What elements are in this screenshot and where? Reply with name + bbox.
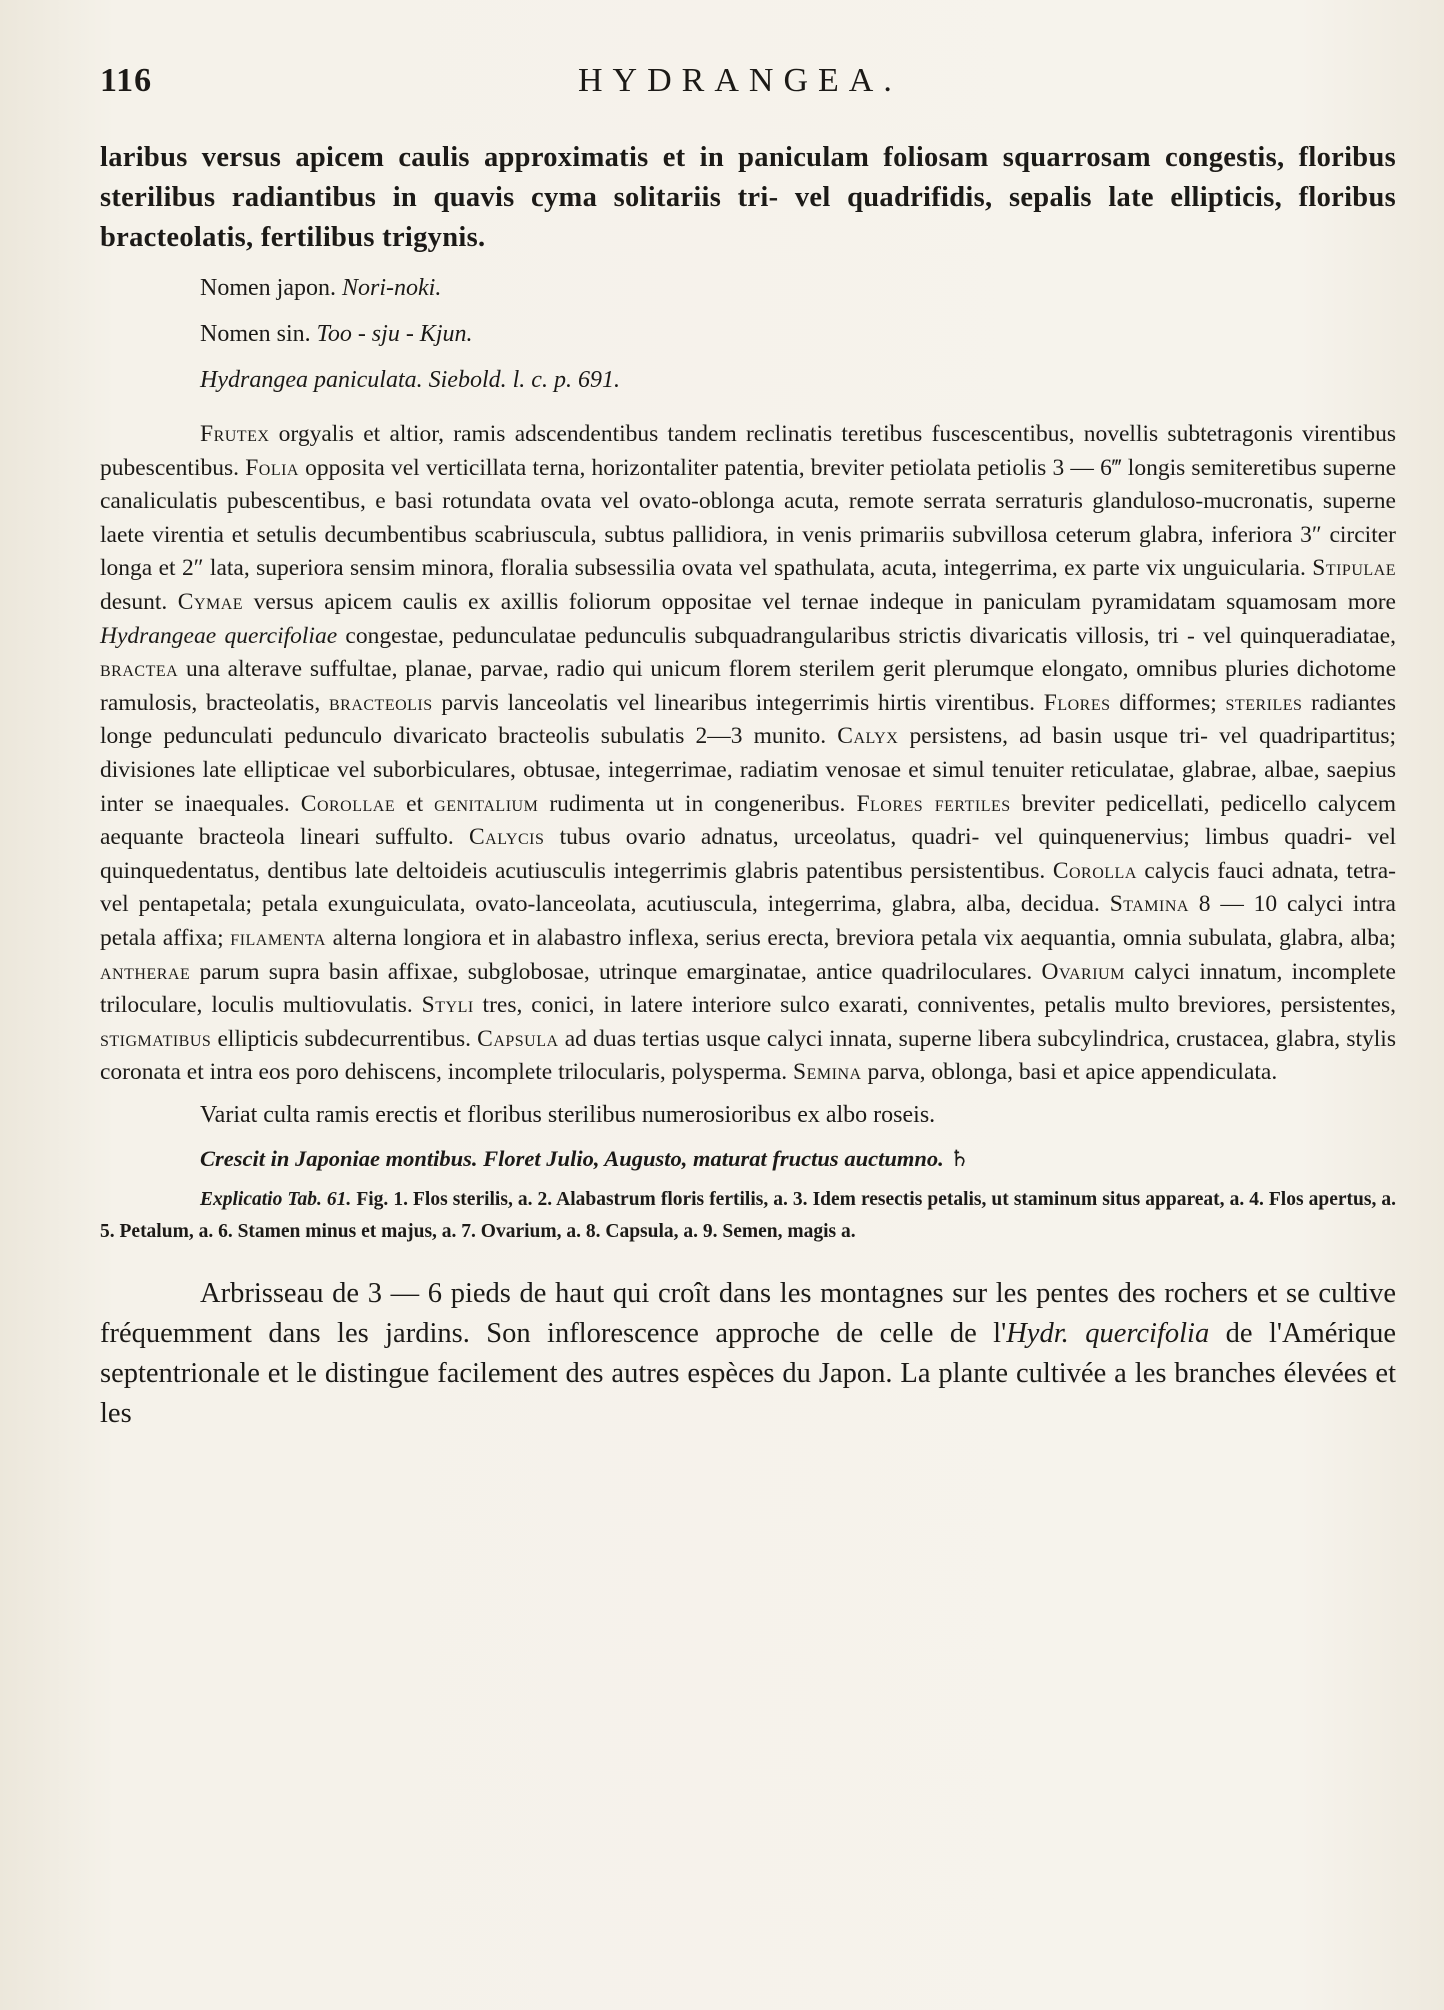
desc-text: parvis lanceolatis vel linearibus integerrimis hirtis virentibus. [432, 689, 1044, 716]
plate-explanation-text: Fig. 1. Flos sterilis, a. 2. Alabastrum floris fertilis, a. 3. Idem resectis petalis, ut staminum situs appareat, a. 4. Flos apertus, a. 5. Petalum, a. 6. Stamen minus et majus, a. 7. Ovarium, a. 8. Capsula, a. 9. Semen, magis a. [100, 1188, 1396, 1242]
term-genitalium: genitalium [434, 790, 539, 817]
synonym-label: Nomen sin. [200, 321, 311, 347]
term-styli: Styli [421, 992, 474, 1019]
desc-text: parum supra basin affixae, subglobosae, utrinque emarginatae, antice quadriloculares. [190, 958, 1042, 985]
synonym-name: Too - sju - Kjun. [316, 321, 473, 347]
plate-explanation-label: Explicatio Tab. 61. [200, 1188, 352, 1210]
plate-explanation [100, 1184, 1396, 1248]
desc-text: orgyalis et altior, ramis adscendentibus tandem reclinatis teretibus fuscescentibus, novellis subtetragonis virentibus pubescentibus. [100, 421, 1396, 481]
desc-text: una alterave suffultae, planae, parvae, radio qui unicum florem sterilem gerit plerumque elongato, omnibus pluries dichotome ramulosis, bracteolatis, [100, 656, 1396, 716]
french-taxon-italic: Hydr. quercifolia [1006, 1317, 1210, 1349]
term-stipulae: Stipulae [1312, 555, 1396, 582]
running-title: HYDRANGEA. [578, 62, 902, 99]
taxon-italic: Hydrangeae quercifoliae [100, 622, 338, 649]
desc-text: radiantes longe pedunculati pedunculo divaricato bracteolis subulatis 2—3 munito. [100, 689, 1396, 750]
term-corolla: Corolla [1052, 857, 1137, 884]
variat-paragraph: Variat culta ramis erectis et floribus sterilibus numerosioribus ex albo roseis. [200, 1101, 936, 1128]
desc-text: tubus ovario adnatus, urceolatus, quadri- vel quinquenervius; limbus quadri- vel quinquedentatus, dentibus late deltoideis acutiusculis integerrimis glabris patentibus persistentibus. [100, 824, 1396, 884]
desc-text: rudimenta ut in congeneribus. [538, 790, 857, 817]
crescit-paragraph [100, 1142, 1396, 1176]
desc-text: opposita vel verticillata terna, horizontaliter patentia, breviter petiolata petiolis 3 — 6‴ longis semiteretibus superne canaliculatis pubescentibus, e basi rotundata ovata vel ovato-oblonga acuta, remote serrata serraturis glanduloso-mucronatis, superne laete virentia et setulis decumbentibus scabriuscula, subtus pallidiora, in venis primariis subvillosa ceterum glabra, inferiora 3″ circiter longa et 2″ lata, superiora sensim minora, floralia subsessilia ovata vel spathulata, acuta, integerrima, ex parte vix unguicularia. [100, 454, 1397, 582]
french-text: de l'Amérique septentrionale et le distingue facilement des autres espèces du Japon. La plante cultivée a les branches élevées et les [100, 1317, 1396, 1429]
term-steriles: steriles [1225, 689, 1303, 716]
term-stigmatibus: stigmatibus [100, 1025, 212, 1052]
term-bractea: bractea [100, 656, 179, 683]
desc-text: et [395, 790, 435, 817]
term-antherae: antherae [100, 958, 191, 985]
term-flores: Flores [1043, 689, 1111, 716]
term-capsula: Capsula [477, 1025, 559, 1052]
desc-text: ad duas tertias usque calyci innata, superne libera subcylindrica, crustacea, glabra, stylis coronata et intra eos poro dehiscens, incomplete trilocularis, polysperma. [100, 1025, 1396, 1086]
desc-text: 8 — 10 calyci intra petala affixa; [100, 891, 1396, 951]
french-paragraph [100, 1274, 1396, 1434]
diagnosis-paragraph: laribus versus apicem caulis approximatis et in paniculam foliosam squarrosam congestis, floribus sterilibus radiantibus in quavis cyma solitariis tri- vel quadrifidis, sepalis late ellipticis, floribus bracteolatis, fertilibus trigynis. [100, 142, 1396, 253]
desc-text: parva, oblonga, basi et apice appendiculata. [861, 1059, 1278, 1086]
desc-text: alterna longiora et in alabastro inflexa, serius erecta, breviora petala vix aequantia, omnia subulata, glabra, alba; [325, 924, 1396, 951]
synonym-chinese [200, 318, 1396, 350]
desc-text: breviter pedicellati, pedicello calycem aequante bracteola lineari suffulto. [100, 790, 1396, 851]
desc-text: versus apicem caulis ex axillis foliorum oppositae vel ternae indeque in paniculam pyramidatam squamosam more [243, 588, 1396, 615]
page-header [100, 62, 1400, 112]
description-paragraph [100, 418, 1396, 1090]
term-flores-fertiles: Flores fertiles [856, 790, 1011, 817]
desc-text: calycis fauci adnata, tetra- vel pentapetala; petala exunguiculata, ovato-lanceolata, acutiuscula, integerrima, glabra, alba, decidua. [100, 857, 1396, 918]
desc-text: calyci innatum, incomplete triloculare, loculis multiovulatis. [100, 958, 1396, 1019]
term-calyx: Calyx [837, 723, 899, 750]
french-text: Arbrisseau de 3 — 6 pieds de haut qui croît dans les montagnes sur les pentes des rochers et se cultive fréquemment dans les jardins. Son inflorescence approche de celle de l' [100, 1277, 1396, 1349]
desc-text: persistens, ad basin usque tri- vel quadripartitus; divisiones late ellipticae vel suborbiculares, obtusae, integerrimae, radiatim venosae et simul tenuiter reticulatae, glabrae, albae, saepius inter se inaequales. [100, 723, 1396, 817]
synonym-japanese [200, 272, 1396, 304]
synonym-name: Hydrangea paniculata. [200, 367, 423, 393]
term-stamina: Stamina [1109, 891, 1189, 918]
synonym-name: Nori-noki. [341, 275, 442, 301]
term-bracteolis: bracteolis [328, 689, 433, 716]
term-filamenta: filamenta [230, 924, 326, 951]
desc-text: desunt. [100, 588, 178, 615]
term-frutex: Frutex [200, 421, 270, 447]
desc-text: tres, conici, in latere interiore sulco exarati, conniventes, petalis multo breviores, persistentes, [473, 992, 1396, 1019]
synonym-siebold [200, 364, 1396, 396]
term-semina: Semina [793, 1059, 862, 1086]
term-ovarium: Ovarium [1041, 958, 1125, 985]
term-corollae: Corollae [300, 790, 396, 817]
synonym-reference: Siebold. l. c. p. 691. [428, 367, 620, 393]
shrub-symbol-icon: ♄ [949, 1145, 970, 1171]
term-calycis: Calycis [469, 824, 545, 851]
crescit-text: Crescit in Japoniae montibus. Floret Julio, Augusto, maturat fructus auctumno. [200, 1145, 944, 1171]
term-cymae: Cymae [177, 588, 244, 615]
desc-text: difformes; [1110, 689, 1226, 716]
desc-text: ellipticis subdecurrentibus. [211, 1025, 478, 1052]
synonym-label: Nomen japon. [200, 275, 336, 301]
term-folia: Folia [245, 454, 299, 481]
page-body [100, 138, 1396, 1434]
page-number: 116 [100, 62, 153, 99]
desc-text: congestae, pedunculatae pedunculis subquadrangularibus strictis divaricatis villosis, tri - vel quinqueradiatae, [337, 622, 1396, 649]
